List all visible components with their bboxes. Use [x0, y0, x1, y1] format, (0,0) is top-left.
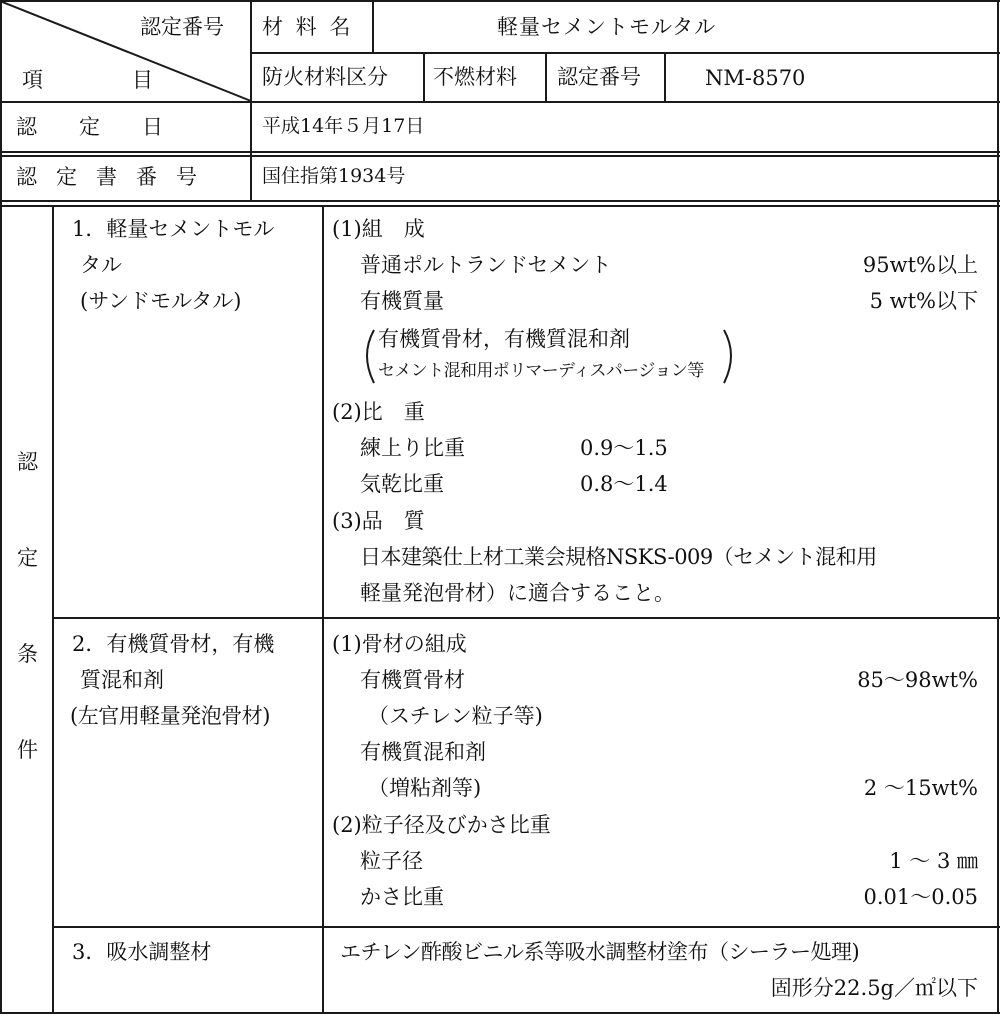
- material-name-value: 軽量セメントモルタル: [497, 15, 717, 39]
- paren-line2: セメント混和用ポリマーディスパージョン等: [378, 361, 704, 381]
- particle-size-value: 1 ～ 3 ㎜: [889, 849, 978, 873]
- admixture-value: 2 ～15wt%: [863, 776, 978, 800]
- section3-desc-line2: 固形分22.5g／㎡以下: [770, 976, 978, 1000]
- section1-title-line3: (サンドモルタル): [80, 289, 242, 313]
- aggregate-label: 有機質骨材: [360, 668, 465, 692]
- fire-class-label: 防火材料区分: [262, 65, 388, 89]
- approval-date-label: 認 定 日: [16, 115, 163, 139]
- conditions-label-char-3: 条: [17, 642, 38, 666]
- cement-label: 普通ポルトランドセメント: [360, 253, 612, 277]
- quality-line1: 日本建築仕上材工業会規格NSKS-009（セメント混和用: [360, 545, 877, 569]
- fire-class-value: 不燃材料: [433, 65, 517, 89]
- cement-value: 95wt%以上: [862, 253, 978, 277]
- bulk-gravity-value: 0.01～0.05: [863, 885, 978, 909]
- particle-size-label: 粒子径: [360, 849, 423, 873]
- composition-heading: (1)組 成: [332, 217, 425, 241]
- conditions-label-char-2: 定: [17, 546, 38, 570]
- certificate-number-label: 認 定 書 番 号: [16, 165, 196, 189]
- certificate-number-value: 国住指第1934号: [262, 165, 406, 187]
- aggregate-note: （スチレン粒子等): [368, 704, 543, 728]
- aggregate-value: 85～98wt%: [857, 668, 978, 692]
- section1-title-line2: タル: [80, 253, 122, 277]
- wet-gravity-label: 練上り比重: [360, 436, 465, 460]
- approval-number-label: 認定番号: [557, 65, 641, 89]
- section2-title-line2: 質混和剤: [80, 668, 164, 692]
- organic-value: 5 wt%以下: [869, 289, 978, 313]
- section2-title-line3: (左官用軽量発泡骨材): [70, 704, 270, 728]
- particle-heading: (2)粒子径及びかさ比重: [332, 813, 551, 837]
- approval-number-header-label: 認定番号: [140, 15, 224, 39]
- material-name-label: 材 料 名: [262, 15, 354, 39]
- section3-desc-line1: エチレン酢酸ビニル系等吸水調整材塗布（シーラー処理): [340, 940, 860, 964]
- quality-heading: (3)品 質: [332, 509, 425, 533]
- dry-gravity-label: 気乾比重: [360, 472, 444, 496]
- wet-gravity-value: 0.9～1.5: [580, 436, 668, 460]
- conditions-label-char-1: 認: [17, 450, 38, 474]
- paren-line1: 有機質骨材，有機質混和剤: [378, 327, 630, 351]
- quality-line2: 軽量発泡骨材）に適合すること。: [360, 581, 675, 605]
- item-header-label: 項 目: [22, 68, 187, 92]
- dry-gravity-value: 0.8～1.4: [580, 472, 668, 496]
- admixture-label: 有機質混和剤: [360, 740, 486, 764]
- section1-title-line1: 1．軽量セメントモル: [72, 217, 275, 241]
- bulk-gravity-label: かさ比重: [360, 885, 444, 909]
- approval-number-value: NM-8570: [705, 66, 806, 90]
- section2-title-line1: 2．有機質骨材，有機: [72, 632, 275, 656]
- organic-label: 有機質量: [360, 289, 444, 313]
- gravity-heading: (2)比 重: [332, 400, 425, 424]
- conditions-label-char-4: 件: [17, 738, 38, 762]
- approval-date-value: 平成14年５月17日: [262, 115, 425, 137]
- aggregate-heading: (1)骨材の組成: [332, 632, 467, 656]
- section3-title: 3．吸水調整材: [72, 940, 212, 964]
- admixture-note: （増粘剤等): [368, 776, 482, 800]
